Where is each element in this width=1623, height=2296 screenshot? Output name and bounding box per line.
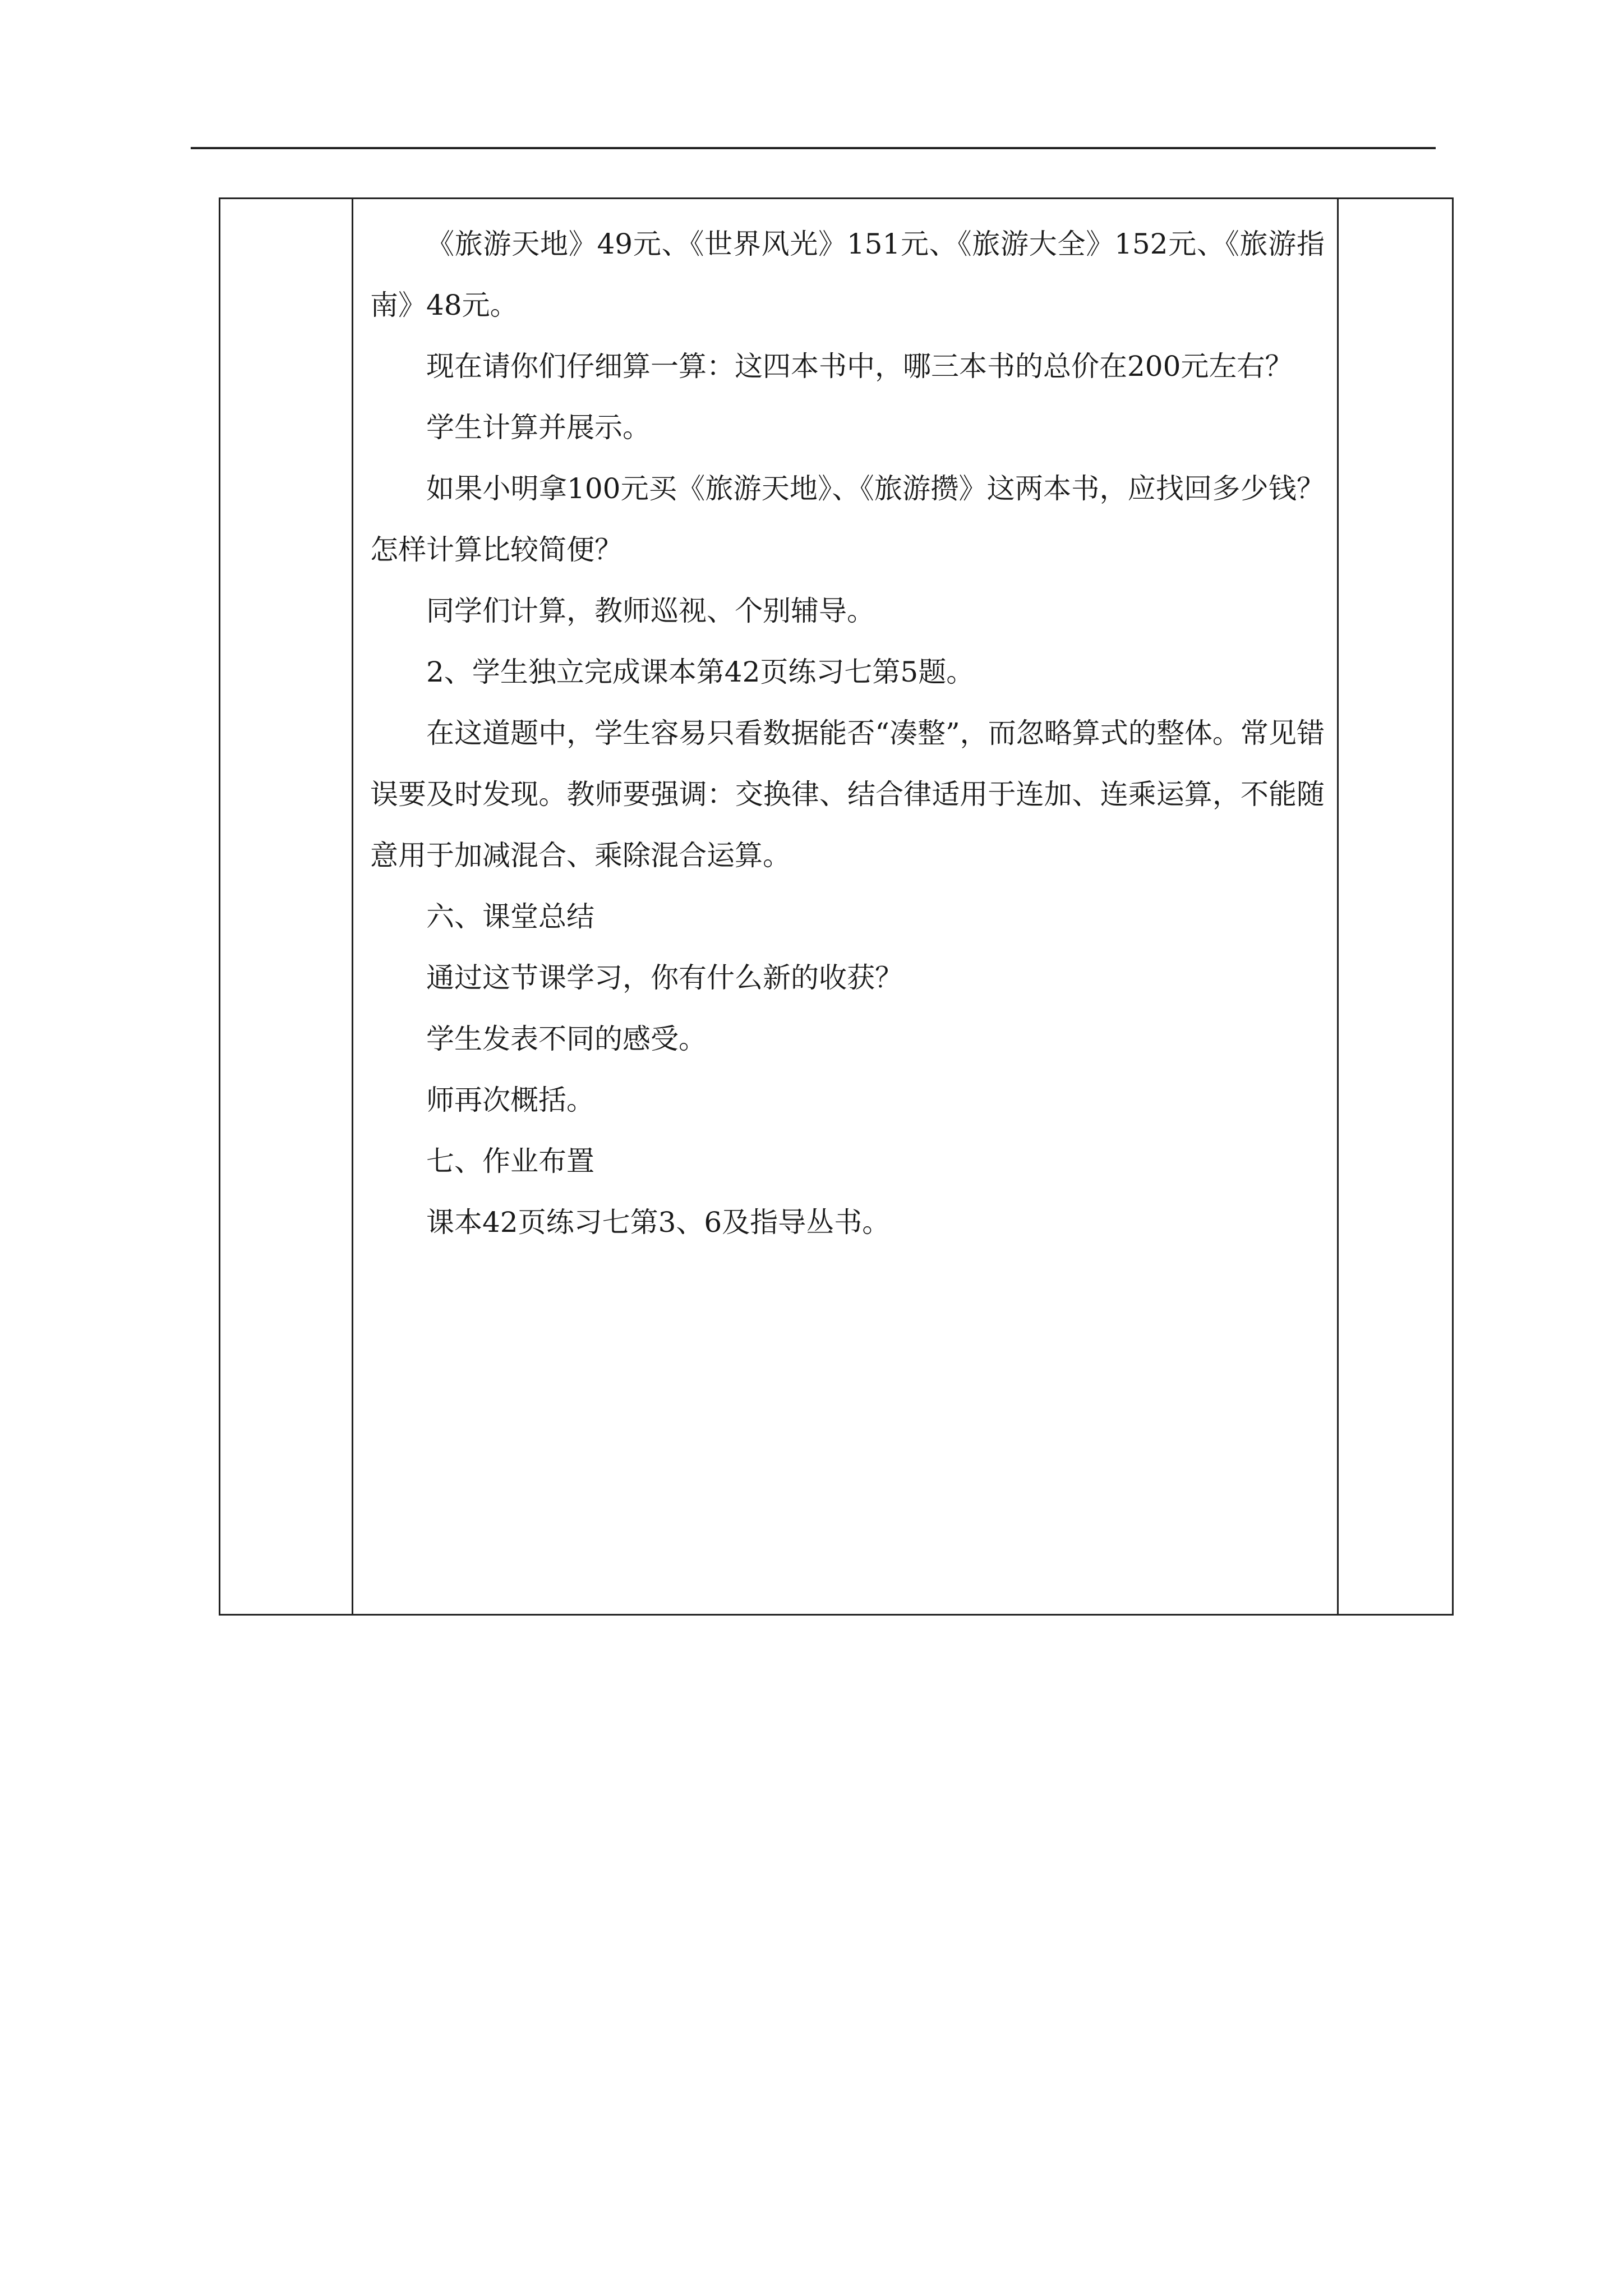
lesson-content-cell	[353, 199, 1338, 1615]
section-heading-summary: 六、课堂总结	[426, 900, 594, 933]
paragraph-question-total: 现在请你们仔细算一算：这四本书中，哪三本书的总价在200元左右？	[426, 350, 1293, 383]
paragraph-student-feelings: 学生发表不同的感受。	[426, 1023, 707, 1055]
paragraph-exercise: 2、学生独立完成课本第42页练习七第5题。	[426, 656, 975, 688]
lesson-plan-table	[219, 197, 1454, 1616]
paragraph-summary-question: 通过这节课学习，你有什么新的收获？	[426, 961, 903, 994]
paragraph-teacher-summary: 师再次概括。	[426, 1084, 594, 1116]
lesson-content	[353, 199, 1337, 1253]
paragraph-question-change: 如果小明拿100元买《旅游天地》、《旅游攒》这两本书，应找回多少钱？怎样计算比较简便？	[370, 472, 1325, 566]
paragraph-homework: 课本42页练习七第3、6及指导丛书。	[426, 1206, 891, 1239]
paragraph-teacher-guidance: 同学们计算，教师巡视、个别辅导。	[426, 595, 875, 627]
paragraph-book-prices: 《旅游天地》49元、《世界风光》151元、《旅游大全》152元、《旅游指南》48元。	[370, 228, 1325, 321]
right-margin-cell	[1338, 199, 1453, 1615]
table-row	[220, 199, 1453, 1615]
left-margin-cell	[220, 199, 353, 1615]
section-heading-homework: 七、作业布置	[426, 1145, 594, 1177]
paragraph-students-compute: 学生计算并展示。	[426, 411, 651, 444]
paragraph-common-errors: 在这道题中，学生容易只看数据能否“凑整”，而忽略算式的整体。常见错误要及时发现。教师要强调：交换律、结合律适用于连加、连乘运算，不能随意用于加减混合、乘除混合运算。	[370, 717, 1325, 872]
header-rule	[191, 147, 1436, 149]
